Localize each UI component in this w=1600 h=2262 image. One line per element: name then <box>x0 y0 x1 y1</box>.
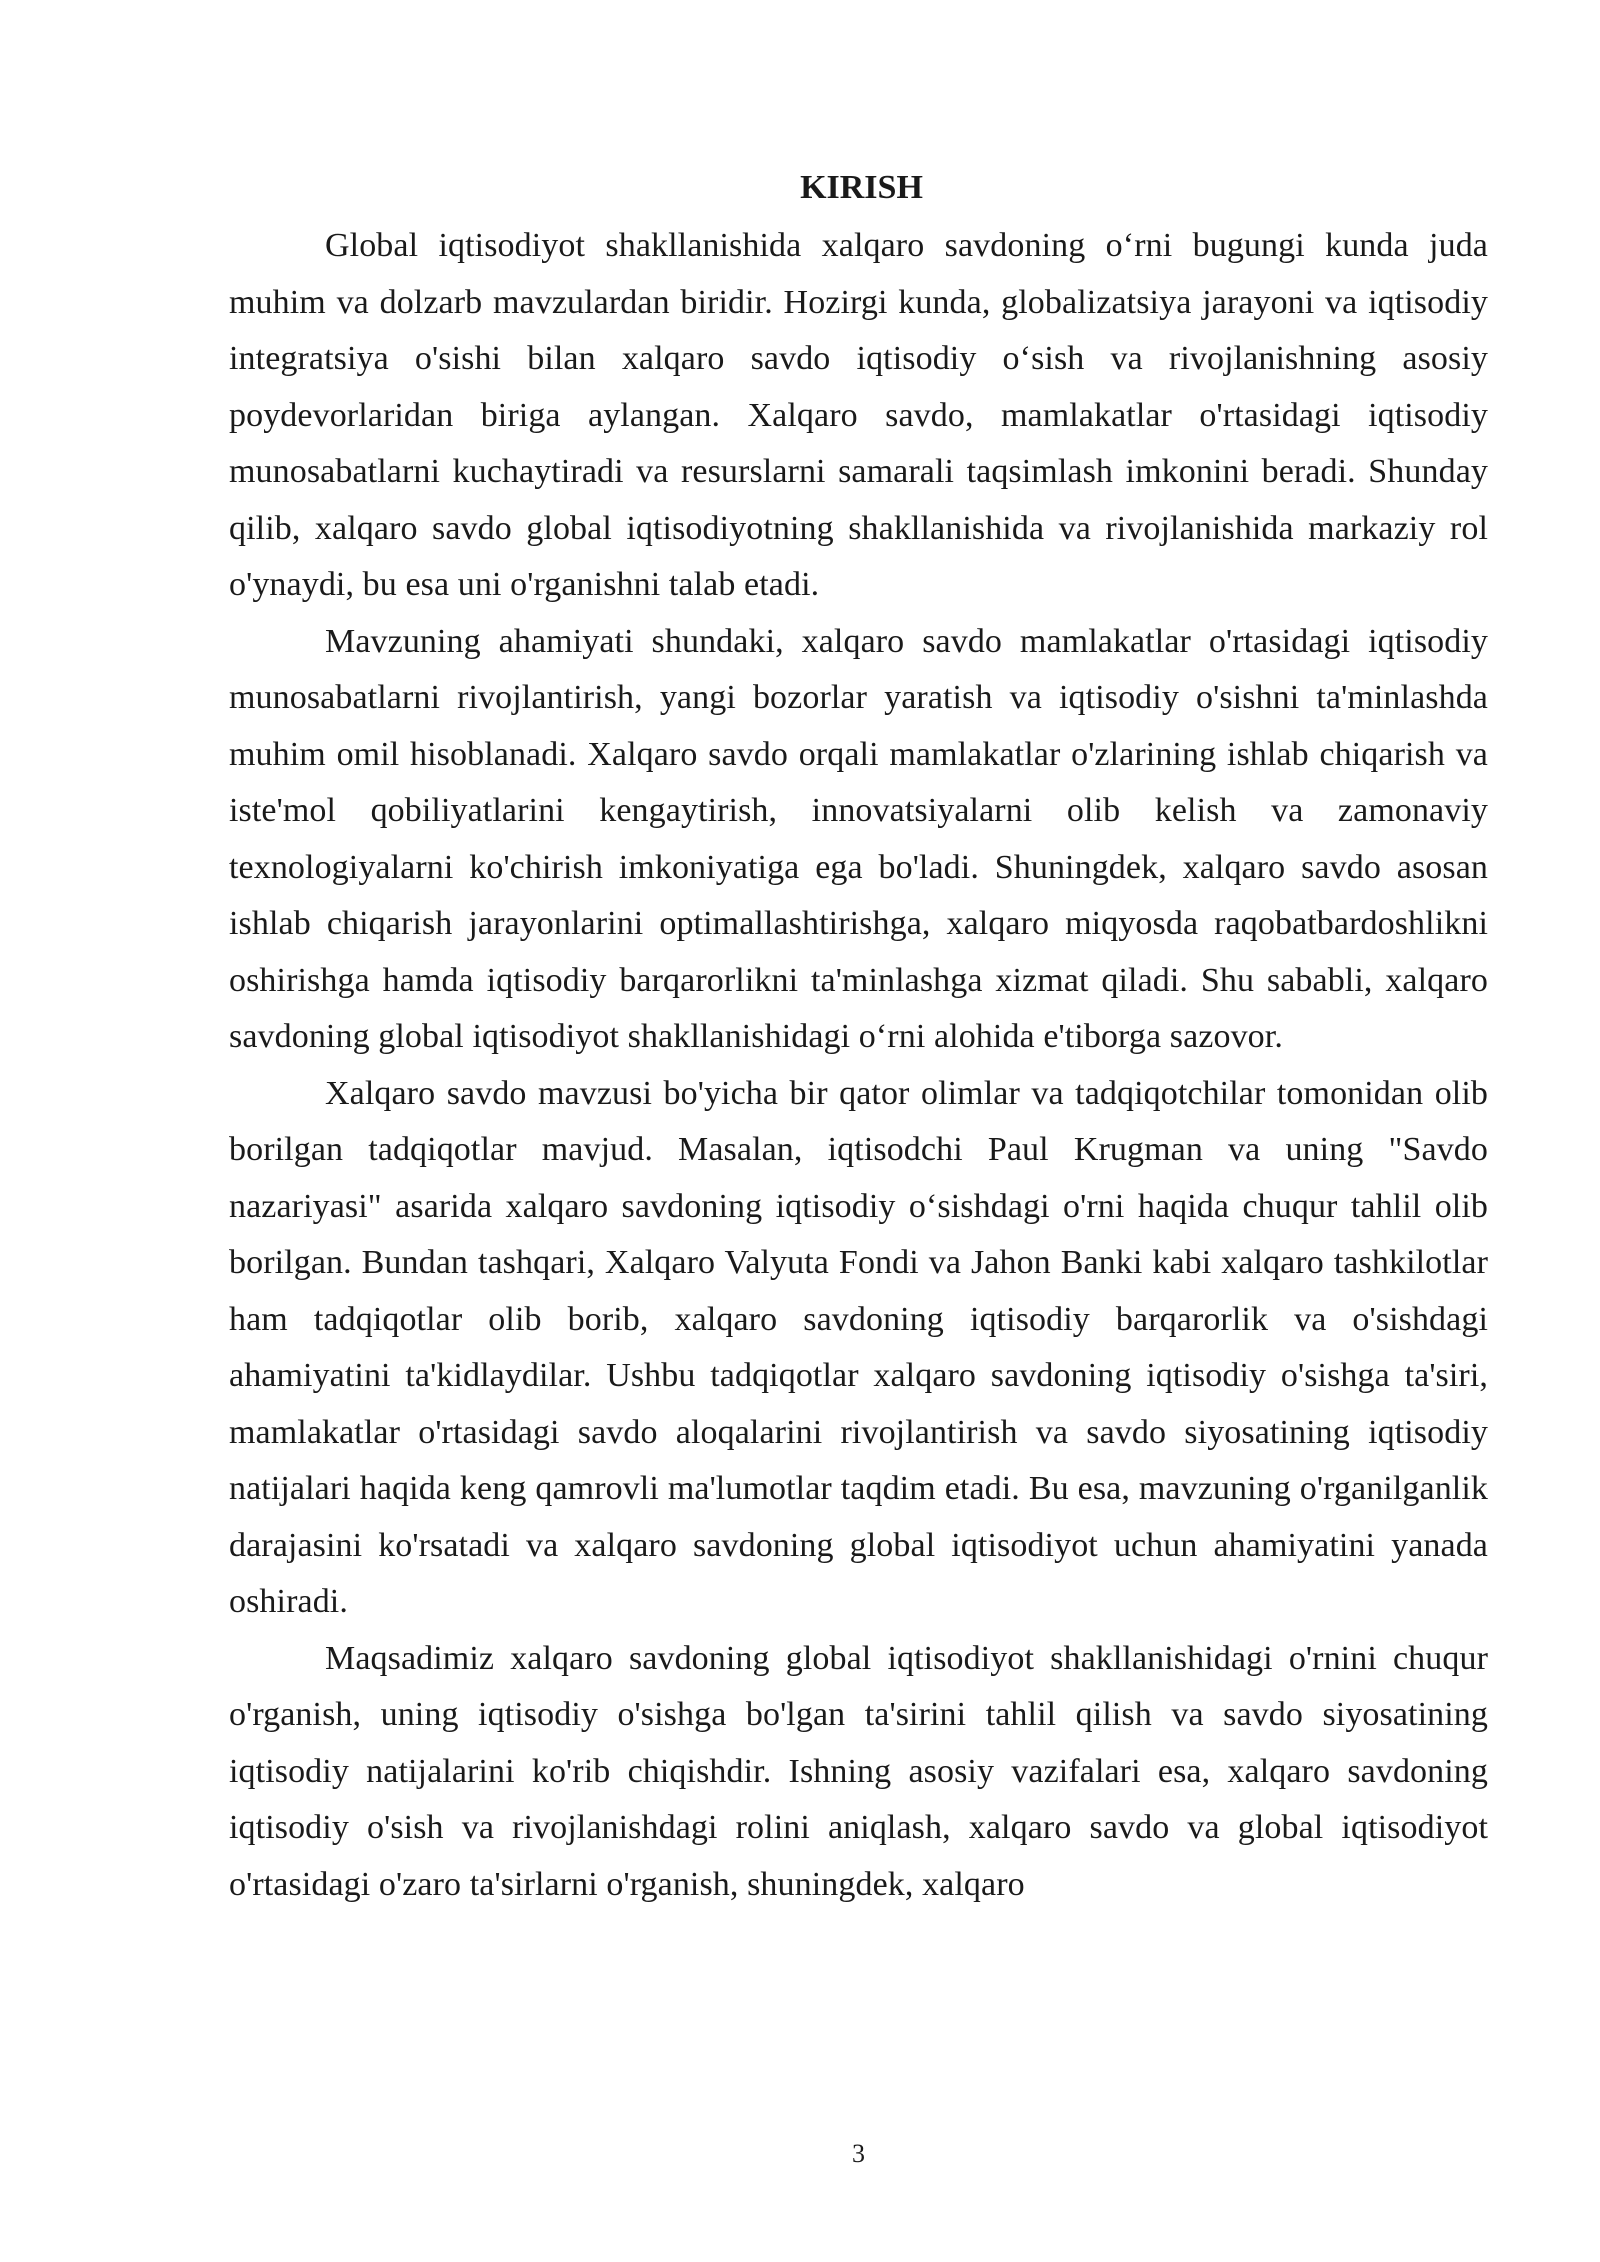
paragraph-4: Maqsadimiz xalqaro savdoning global iqtisodiyot shakllanishidagi o'rnini chuqur o'rganish, uning iqtisodiy o'sishga bo'lgan ta'sirini tahlil qilish va savdo siyosatining iqtisodiy natijalarini ko'rib chiqishdir. Ishning asosiy vazifalari esa, xalqaro savdoning iqtisodiy o'sish va rivojlanishdagi rolini aniqlash, xalqaro savdo va global iqtisodiyot o'rtasidagi o'zaro ta'sirlarni o'rganish, shuningdek, xalqaro <box>229 1639 1488 1903</box>
paragraph-2: Mavzuning ahamiyati shundaki, xalqaro savdo mamlakatlar o'rtasidagi iqtisodiy munosabatlarni rivojlantirish, yangi bozorlar yaratish va iqtisodiy o'sishni ta'minlashda muhim omil hisoblanadi. Xalqaro savdo orqali mamlakatlar o'zlarining ishlab chiqarish va iste'mol qobiliyatlarini kengaytirish, innovatsiyalarni olib kelish va zamonaviy texnologiyalarni ko'chirish imkoniyatiga ega bo'ladi. Shuningdek, xalqaro savdo asosan ishlab chiqarish jarayonlarini optimallashtirishga, xalqaro miqyosda raqobatbardoshlikni oshirishga hamda iqtisodiy barqarorlikni ta'minlashga xizmat qiladi. Shu sababli, xalqaro savdoning global iqtisodiyot shakllanishidagi o‘rni alohida e'tiborga sazovor. <box>229 622 1488 1055</box>
page-title: KIRISH <box>800 169 923 206</box>
page-number: 3 <box>852 2139 865 2168</box>
paragraph-1: Global iqtisodiyot shakllanishida xalqaro savdoning o‘rni bugungi kunda juda muhim va dolzarb mavzulardan biridir. Hozirgi kunda, globalizatsiya jarayoni va iqtisodiy integratsiya o'sishi bilan xalqaro savdo iqtisodiy o‘sish va rivojlanishning asosiy poydevorlaridan biriga aylangan. Xalqaro savdo, mamlakatlar o'rtasidagi iqtisodiy munosabatlarni kuchaytiradi va resurslarni samarali taqsimlash imkonini beradi. Shunday qilib, xalqaro savdo global iqtisodiyotning shakllanishida va rivojlanishida markaziy rol o'ynaydi, bu esa uni o'rganishni talab etadi. <box>229 227 1488 603</box>
paragraph-3: Xalqaro savdo mavzusi bo'yicha bir qator olimlar va tadqiqotchilar tomonidan olib borilgan tadqiqotlar mavjud. Masalan, iqtisodchi Paul Krugman va uning "Savdo nazariyasi" asarida xalqaro savdoning iqtisodiy o‘sishdagi o'rni haqida chuqur tahlil olib borilgan. Bundan tashqari, Xalqaro Valyuta Fondi va Jahon Banki kabi xalqaro tashkilotlar ham tadqiqotlar olib borib, xalqaro savdoning iqtisodiy barqarorlik va o'sishdagi ahamiyatini ta'kidlaydilar. Ushbu tadqiqotlar xalqaro savdoning iqtisodiy o'sishga ta'siri, mamlakatlar o'rtasidagi savdo aloqalarini rivojlantirish va savdo siyosatining iqtisodiy natijalari haqida keng qamrovli ma'lumotlar taqdim etadi. Bu esa, mavzuning o'rganilganlik darajasini ko'rsatadi va xalqaro savdoning global iqtisodiyot uchun ahamiyatini yanada oshiradi. <box>229 1074 1488 1620</box>
document-page <box>229 160 1488 1913</box>
